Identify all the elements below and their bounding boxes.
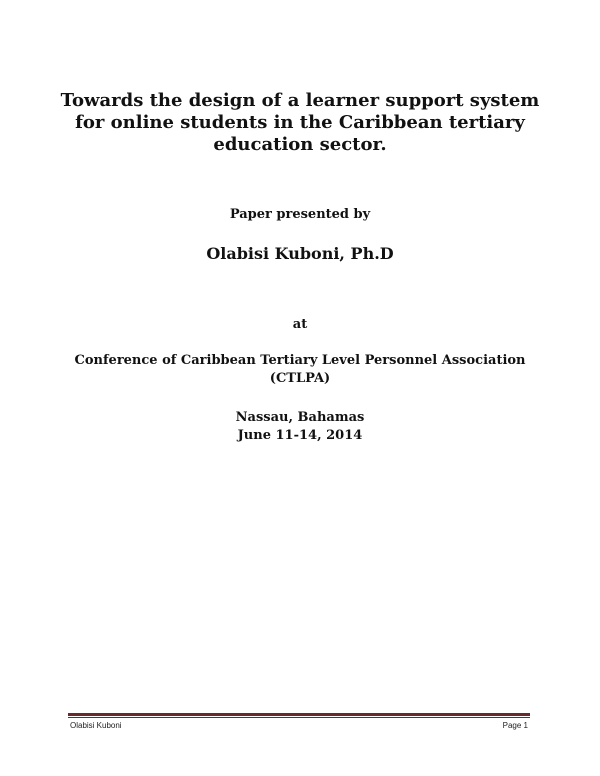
footer-author: Olabisi Kuboni	[70, 721, 122, 730]
venue-location: Nassau, Bahamas	[235, 410, 365, 425]
title-line: education sector.	[213, 134, 387, 155]
presented-by-text: Paper presented by	[229, 207, 371, 222]
venue-dates: June 11-14, 2014	[237, 428, 363, 443]
author-name: Olabisi Kuboni, Ph.D	[206, 244, 394, 263]
page-number: Page 1	[502, 721, 528, 730]
conference-line: (CTLPA)	[269, 371, 331, 386]
paper-title	[40, 90, 560, 156]
footer-rule	[68, 713, 530, 716]
title-line: for online students in the Caribbean tertiary	[75, 112, 525, 133]
conference-name	[40, 352, 560, 388]
page-footer	[68, 719, 530, 733]
conference-line: Conference of Caribbean Tertiary Level Personnel Association	[74, 353, 526, 368]
at-text: at	[292, 317, 308, 332]
venue-info	[40, 409, 560, 445]
footer-rule-thin	[68, 717, 530, 718]
title-line: Towards the design of a learner support system	[60, 90, 540, 111]
